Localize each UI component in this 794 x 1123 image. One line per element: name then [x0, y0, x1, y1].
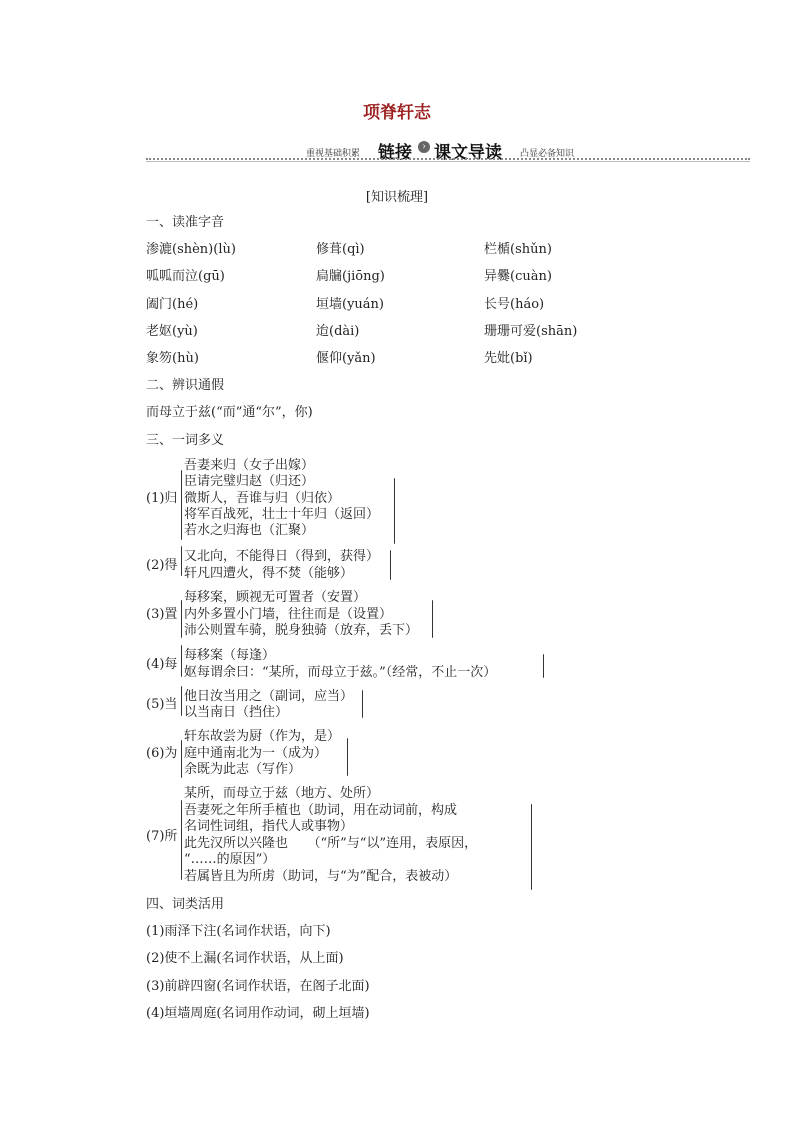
banner-right-text: 凸显必备知识	[520, 149, 575, 159]
polysemy-item: 沛公则置车骑，脱身独骑（放弃，丢下）	[184, 623, 419, 638]
brace-right	[543, 654, 544, 678]
brace-right	[347, 738, 348, 776]
banner-link-text: 链接	[378, 143, 412, 163]
heading-huoyong: 四、词类活用	[146, 897, 225, 912]
tongjia-item: 而母立于兹(“而”通“尔”，你)	[146, 405, 313, 420]
polysemy-item: 吾妻死之年所手植也（助词，用在动词前，构成	[184, 803, 458, 818]
polysemy-item: 内外多置小门墙，往往而是（设置）	[184, 607, 393, 622]
brace-left	[181, 470, 182, 540]
polysemy-label: (4)每	[146, 657, 178, 672]
pron-cell: 修葺(qì)	[316, 242, 365, 257]
brace-right	[390, 550, 391, 580]
polysemy-item: 名词性词组，指代人或事物）	[184, 819, 354, 834]
polysemy-item: 轩凡四遭火，得不焚（能够）	[184, 566, 354, 581]
polysemy-item: 余既为此志（写作）	[184, 762, 302, 777]
section-subheading: [知识梳理]	[365, 190, 429, 205]
polysemy-label: (2)得	[146, 558, 178, 573]
brace-left	[181, 740, 182, 778]
pron-cell: 渗漉(shèn)(lù)	[146, 242, 236, 257]
polysemy-item: 将军百战死，壮士十年归（返回）	[184, 507, 380, 522]
brace-right	[394, 478, 395, 544]
polysemy-item: 每移案，顾视无可置者（安置）	[184, 590, 367, 605]
polysemy-item: 某所，而母立于兹（地方、处所）	[184, 786, 380, 801]
pron-cell: 先妣(bǐ)	[484, 351, 533, 366]
polysemy-label: (6)为	[146, 746, 178, 761]
banner-divider	[146, 158, 750, 160]
page-title: 项脊轩志	[363, 103, 431, 123]
huoyong-item: (3)前辟四窗(名词作状语，在阁子北面)	[146, 979, 370, 994]
brace-left	[181, 686, 182, 716]
polysemy-item: 此先汉所以兴隆也 （“所”与“以”连用，表原因，	[184, 836, 478, 851]
pron-cell: 扃牖(jiōng)	[316, 269, 385, 284]
polysemy-item: “……的原因”）	[184, 852, 276, 867]
banner-divider-thin	[146, 161, 750, 162]
polysemy-item: 每移案（每逢）	[184, 648, 276, 663]
polysemy-label: (5)当	[146, 697, 178, 712]
banner-left-text: 重视基础积累	[306, 149, 361, 159]
chevron-right-icon: ›	[418, 141, 430, 153]
polysemy-item: 若属皆且为所虏（助词，与“为”配合，表被动）	[184, 869, 458, 884]
polysemy-item: 以当南日（挡住）	[184, 705, 289, 720]
huoyong-item: (1)雨泽下注(名词作状语，向下)	[146, 924, 331, 939]
brace-left	[181, 600, 182, 638]
brace-right	[362, 690, 363, 718]
brace-right	[531, 804, 532, 890]
polysemy-item: 吾妻来归（女子出嫁）	[184, 458, 315, 473]
polysemy-label: (3)置	[146, 607, 178, 622]
pron-cell: 偃仰(yǎn)	[316, 351, 376, 366]
banner-main-text: 课文导读	[434, 143, 502, 163]
brace-left	[181, 645, 182, 677]
huoyong-item: (4)垣墙周庭(名词用作动词，砌上垣墙)	[146, 1006, 370, 1021]
pron-cell: 老妪(yù)	[146, 324, 198, 339]
pron-cell: 呱呱而泣(gū)	[146, 269, 225, 284]
polysemy-item: 他日汝当用之（副词，应当）	[184, 689, 354, 704]
polysemy-item: 臣请完璧归赵（归还）	[184, 474, 315, 489]
polysemy-item: 若水之归海也（汇聚）	[184, 523, 315, 538]
section-banner	[146, 138, 750, 162]
polysemy-item: 庭中通南北为一（成为）	[184, 746, 328, 761]
heading-polysemy: 三、一词多义	[146, 433, 225, 448]
brace-left	[181, 800, 182, 880]
pron-cell: 异爨(cuàn)	[484, 269, 552, 284]
polysemy-label: (7)所	[146, 829, 178, 844]
pron-cell: 阖门(hé)	[146, 297, 199, 312]
pron-cell: 长号(háo)	[484, 297, 545, 312]
pron-cell: 垣墙(yuán)	[316, 297, 384, 312]
polysemy-label: (1)归	[146, 491, 178, 506]
polysemy-item: 妪每谓余曰：“某所，而母立于兹。”（经常，不止一次）	[184, 665, 497, 680]
pron-cell: 迨(dài)	[316, 324, 360, 339]
brace-right	[432, 600, 433, 638]
pron-cell: 象笏(hù)	[146, 351, 199, 366]
heading-tongjia: 二、辨识通假	[146, 378, 225, 393]
huoyong-item: (2)使不上漏(名词作状语，从上面)	[146, 951, 344, 966]
pron-cell: 栏楯(shǔn)	[484, 242, 552, 257]
polysemy-item: 轩东故尝为厨（作为，是）	[184, 729, 341, 744]
heading-pronunciation: 一、读准字音	[146, 215, 225, 230]
polysemy-item: 微斯人，吾谁与归（归依）	[184, 491, 341, 506]
pron-cell: 珊珊可爱(shān)	[484, 324, 578, 339]
brace-left	[181, 546, 182, 576]
polysemy-item: 又北向，不能得日（得到，获得）	[184, 549, 380, 564]
